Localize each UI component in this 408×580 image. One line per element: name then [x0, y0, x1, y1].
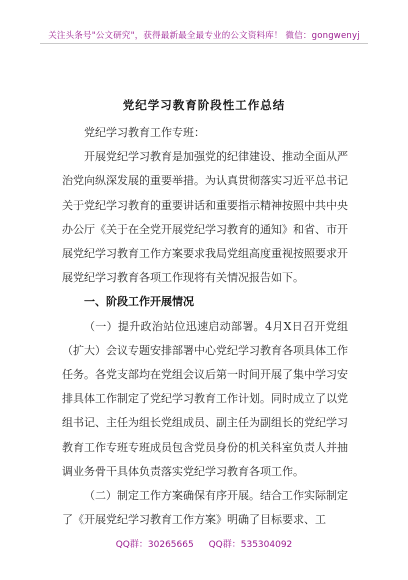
document-title: 党纪学习教育阶段性工作总结	[122, 98, 286, 112]
document-body	[62, 121, 348, 532]
header-note: 关注头条号"公文研究"，获得最新最全最专业的公文资料库！ 微信：gongwenyj	[48, 31, 360, 41]
intro-paragraph: 开展党纪学习教育是加强党的纪律建设、推动全面从严治党向纵深发展的重要举措。为认真贯彻落实习近平总书记关于党纪学习教育的重要讲话和重要指示精神按照中共中央办公厅《关于在全党开展党纪学习教育的通知》和省、市开展党纪学习教育工作方案要求我局党组高度重视按照要求开展党纪学习教育各项工作现将有关情况报告如下。	[62, 150, 348, 285]
salutation: 党纪学习教育工作专班：	[84, 126, 205, 139]
header-divider	[40, 43, 368, 44]
footer	[0, 537, 408, 550]
footer-qq-group-1: QQ群：30265665	[115, 540, 194, 550]
section-paragraph-1: （一）提升政治站位迅速启动部署。4月X日召开党组（扩大）会议专题安排部署中心党纪学习教育各项具体工作任务。各党支部均在党组会议后第一时间开展了集中学习安排具体工作制定了党纪学习教育工作计划。同时成立了以党组书记、主任为组长党组成员、副主任为副组长的党纪学习教育工作专班专班成员包含党员身份的机关科室负责人并抽调业务骨干具体负责落实党纪学习教育各项工作。	[62, 319, 348, 478]
footer-qq-group-2: QQ群：535304092	[208, 540, 293, 550]
section-paragraph-2: （二）制定工作方案确保有序开展。结合工作实际制定了《开展党纪学习教育工作方案》明确了目标要求、工	[62, 489, 348, 527]
section-heading: 一、阶段工作开展情况	[84, 295, 194, 309]
